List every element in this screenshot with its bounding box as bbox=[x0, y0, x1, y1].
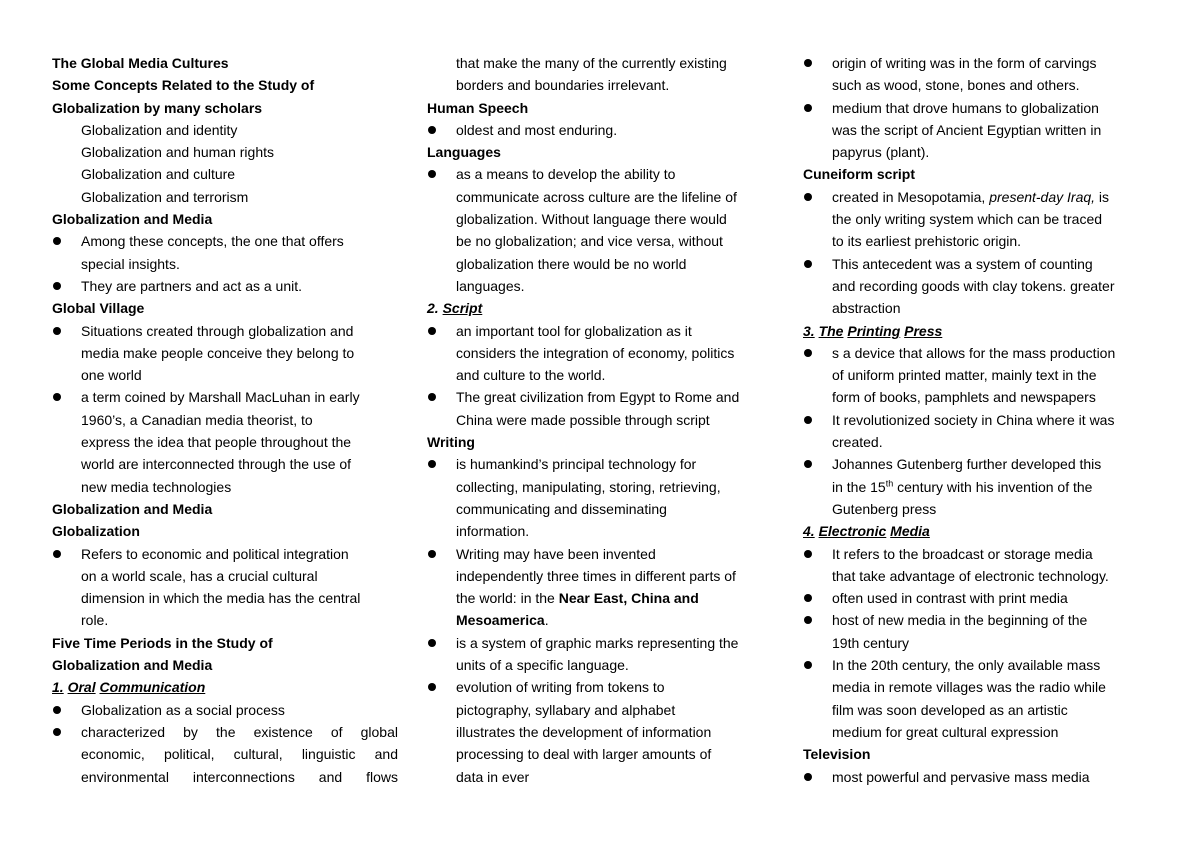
bullet-item bbox=[803, 543, 1153, 588]
bullet-text-line: 19th century bbox=[832, 634, 910, 651]
section-heading-printing-press bbox=[803, 320, 1153, 342]
bullet-item bbox=[803, 409, 1153, 454]
bullet-text-line: oldest and most enduring. bbox=[456, 121, 618, 138]
text-span: created in Mesopotamia, bbox=[832, 188, 990, 205]
bullet-item bbox=[52, 320, 398, 387]
bullet-text-line: They are partners and act as a unit. bbox=[81, 277, 303, 294]
section-heading-electronic-media bbox=[803, 520, 1153, 542]
bullet-item bbox=[803, 342, 1153, 409]
section-title-word: Media bbox=[890, 523, 930, 540]
bullet-text-line: role. bbox=[81, 612, 109, 629]
bullet-text-line: of uniform printed matter, mainly text in the bbox=[832, 367, 1097, 384]
bullet-text-line: an important tool for globalization as it bbox=[456, 322, 692, 339]
bullet-text-line: 1960’s, a Canadian media theorist, to bbox=[81, 411, 313, 428]
bullet-item bbox=[803, 587, 1153, 609]
section-heading-script bbox=[427, 297, 775, 319]
bullet-text-line: globalization there would be no world bbox=[456, 255, 687, 272]
concept-item: Globalization and human rights bbox=[81, 144, 275, 161]
bullet-text-line: on a world scale, has a crucial cultural bbox=[81, 567, 318, 584]
bullet-item bbox=[52, 543, 398, 632]
column-1 bbox=[52, 52, 398, 788]
continued-text bbox=[427, 52, 775, 97]
section-title-word: The bbox=[818, 322, 844, 339]
concept-item: Globalization and culture bbox=[81, 166, 236, 183]
bullet-text-line: and recording goods with clay tokens. greater bbox=[832, 277, 1115, 294]
bullet-text-line: most powerful and pervasive mass media bbox=[832, 768, 1090, 785]
section-number: 4. bbox=[803, 523, 815, 540]
bullet-text-line: new media technologies bbox=[81, 478, 232, 495]
section-title-word: Printing bbox=[847, 322, 901, 339]
bullet-text-line: media in remote villages was the radio while bbox=[832, 679, 1106, 696]
bullet-text-line: independently three times in different parts of bbox=[456, 567, 736, 584]
bullet-text-line: a term coined by Marshall MacLuhan in early bbox=[81, 389, 360, 406]
bullet-text-line: Globalization as a social process bbox=[81, 701, 285, 718]
bullet-item bbox=[52, 275, 398, 297]
bullet-item bbox=[803, 253, 1153, 320]
bullet-text-line: medium that drove humans to globalization bbox=[832, 99, 1099, 116]
bullet-text-line: evolution of writing from tokens to bbox=[456, 679, 665, 696]
bullet-text-line: is humankind’s principal technology for bbox=[456, 456, 697, 473]
bullet-text-line: origin of writing was in the form of carvings bbox=[832, 55, 1097, 71]
bullet-text-line: illustrates the development of information bbox=[456, 723, 712, 740]
bullet-text-line: considers the integration of economy, politics bbox=[456, 344, 735, 361]
bullet-text-line: dimension in which the media has the central bbox=[81, 590, 361, 607]
section-number: 3. bbox=[803, 322, 815, 339]
bullet-text-line: China were made possible through script bbox=[456, 411, 710, 428]
bullet-item bbox=[803, 766, 1153, 788]
bullet-text-line: Situations created through globalization and bbox=[81, 322, 354, 339]
section-heading-writing: Writing bbox=[427, 434, 475, 451]
section-heading-globalization-and-media: Globalization and Media bbox=[52, 211, 213, 228]
section-number: 2. bbox=[427, 300, 439, 317]
italic-text-span: present-day Iraq, bbox=[989, 188, 1096, 205]
bullet-text-line: collecting, manipulating, storing, retrieving, bbox=[456, 478, 721, 495]
bullet-text-line: units of a specific language. bbox=[456, 657, 629, 674]
section-title-word: Communication bbox=[99, 679, 206, 696]
bullet-text-line: pictography, syllabary and alphabet bbox=[456, 701, 676, 718]
concepts-heading-line-1: Some Concepts Related to the Study of bbox=[52, 77, 315, 94]
bullet-text-line: Johannes Gutenberg further developed this bbox=[832, 456, 1102, 473]
bullet-text-line bbox=[456, 587, 775, 609]
bullet-text-line: In the 20th century, the only available mass bbox=[832, 657, 1101, 674]
bullet-text-line: papyrus (plant). bbox=[832, 144, 930, 161]
bullet-text-line: that take advantage of electronic technology. bbox=[832, 567, 1109, 584]
text-span: century with his invention of the bbox=[893, 478, 1093, 495]
bullet-text-line: Among these concepts, the one that offers bbox=[81, 233, 344, 250]
bullet-text-line: world are interconnected through the use of bbox=[81, 456, 352, 473]
column-3 bbox=[803, 52, 1153, 788]
bullet-text-line: data in ever bbox=[456, 768, 530, 785]
bullet-text-line: as a means to develop the ability to bbox=[456, 166, 676, 183]
bullet-text-line: is a system of graphic marks representing the bbox=[456, 634, 739, 651]
bullet-text-line: Writing may have been invented bbox=[456, 545, 656, 562]
bullet-text-line: Refers to economic and political integration bbox=[81, 545, 349, 562]
section-heading-oral-communication bbox=[52, 676, 398, 698]
section-heading-television: Television bbox=[803, 746, 871, 763]
text-span: is bbox=[1095, 188, 1110, 205]
bullet-item bbox=[803, 453, 1153, 520]
bullet-text-line: environmental interconnections and flows bbox=[81, 768, 398, 785]
bullet-text-line bbox=[456, 609, 775, 631]
bullet-text-line: The great civilization from Egypt to Rome and bbox=[456, 389, 740, 406]
bullet-text-line: host of new media in the beginning of the bbox=[832, 612, 1088, 629]
bullet-item bbox=[427, 676, 775, 787]
section-heading-languages: Languages bbox=[427, 144, 501, 161]
bullet-text-line: such as wood, stone, bones and others. bbox=[832, 77, 1080, 94]
bullet-text-line: created. bbox=[832, 434, 883, 451]
document-title: The Global Media Cultures bbox=[52, 55, 229, 71]
superscript: th bbox=[885, 477, 894, 488]
bullet-text-line: Gutenberg press bbox=[832, 500, 937, 517]
bullet-text-line: information. bbox=[456, 523, 530, 540]
bullet-item bbox=[427, 119, 775, 141]
text-span: in the 15 bbox=[832, 478, 886, 495]
text-span: the world: in the bbox=[456, 590, 559, 607]
section-title-word: Script bbox=[442, 300, 483, 317]
bullet-item bbox=[803, 52, 1153, 97]
bullet-item bbox=[427, 543, 775, 632]
section-heading-global-village: Global Village bbox=[52, 300, 145, 317]
bullet-text-line: and culture to the world. bbox=[456, 367, 606, 384]
bullet-item bbox=[427, 632, 775, 677]
section-heading-cuneiform-script: Cuneiform script bbox=[803, 166, 916, 183]
bullet-text-line: often used in contrast with print media bbox=[832, 590, 1068, 607]
bullet-text-line: It refers to the broadcast or storage media bbox=[832, 545, 1093, 562]
concept-item: Globalization and identity bbox=[81, 121, 238, 138]
bullet-text-line: media make people conceive they belong to bbox=[81, 344, 355, 361]
text-line: that make the many of the currently existing bbox=[456, 55, 727, 71]
text-span: . bbox=[544, 612, 549, 629]
bullet-item bbox=[52, 721, 398, 788]
bullet-item bbox=[427, 453, 775, 542]
bullet-text-line: s a device that allows for the mass production bbox=[832, 344, 1116, 361]
bullet-text-line: characterized by the existence of global bbox=[81, 723, 398, 740]
bullet-text-line: communicate across culture are the lifeline of bbox=[456, 188, 737, 205]
bullet-text-line: to its earliest prehistoric origin. bbox=[832, 233, 1022, 250]
bold-text-span: Mesoamerica bbox=[456, 612, 545, 629]
column-2 bbox=[427, 52, 775, 788]
section-title-word: Press bbox=[904, 322, 943, 339]
bullet-text-line: be no globalization; and vice versa, without bbox=[456, 233, 723, 250]
bullet-item bbox=[52, 386, 398, 497]
section-heading-globalization: Globalization bbox=[52, 523, 140, 540]
bullet-item bbox=[52, 699, 398, 721]
bullet-item bbox=[427, 320, 775, 387]
five-periods-heading-line-1: Five Time Periods in the Study of bbox=[52, 634, 273, 651]
bullet-item bbox=[803, 609, 1153, 654]
section-title-word: Oral bbox=[67, 679, 96, 696]
bullet-text-line: It revolutionized society in China where it was bbox=[832, 411, 1115, 428]
concepts-heading-line-2: Globalization by many scholars bbox=[52, 99, 263, 116]
bullet-text-line: communicating and disseminating bbox=[456, 500, 667, 517]
bullet-text-line: languages. bbox=[456, 277, 525, 294]
section-number: 1. bbox=[52, 679, 64, 696]
section-heading-globalization-and-media-2: Globalization and Media bbox=[52, 500, 213, 517]
bullet-text-line: medium for great cultural expression bbox=[832, 723, 1059, 740]
bullet-text-line: abstraction bbox=[832, 300, 901, 317]
five-periods-heading-line-2: Globalization and Media bbox=[52, 657, 213, 674]
bullet-text-line: This antecedent was a system of counting bbox=[832, 255, 1093, 272]
bullet-item bbox=[803, 654, 1153, 743]
bullet-text-line bbox=[832, 186, 1153, 208]
bullet-text-line: processing to deal with larger amounts of bbox=[456, 746, 712, 763]
text-line: borders and boundaries irrelevant. bbox=[456, 77, 670, 94]
bullet-item bbox=[803, 186, 1153, 253]
bullet-text-line: globalization. Without language there would bbox=[456, 211, 727, 228]
bullet-text-line: express the idea that people throughout the bbox=[81, 434, 352, 451]
bullet-text-line: special insights. bbox=[81, 255, 180, 272]
bullet-text-line: was the script of Ancient Egyptian written in bbox=[832, 121, 1102, 138]
bullet-text-line bbox=[832, 476, 1153, 498]
section-title-word: Electronic bbox=[818, 523, 887, 540]
concept-item: Globalization and terrorism bbox=[81, 188, 249, 205]
bullet-text-line: economic, political, cultural, linguistic and bbox=[81, 746, 398, 763]
bullet-item bbox=[427, 386, 775, 431]
bullet-text-line: one world bbox=[81, 367, 142, 384]
bullet-item bbox=[803, 97, 1153, 164]
section-heading-human-speech: Human Speech bbox=[427, 99, 529, 116]
bullet-item bbox=[52, 230, 398, 275]
bold-text-span: Near East, China and bbox=[558, 590, 699, 607]
bullet-text-line: form of books, pamphlets and newspapers bbox=[832, 389, 1096, 406]
bullet-text-line: film was soon developed as an artistic bbox=[832, 701, 1068, 718]
bullet-text-line: the only writing system which can be traced bbox=[832, 211, 1103, 228]
bullet-item bbox=[427, 163, 775, 297]
